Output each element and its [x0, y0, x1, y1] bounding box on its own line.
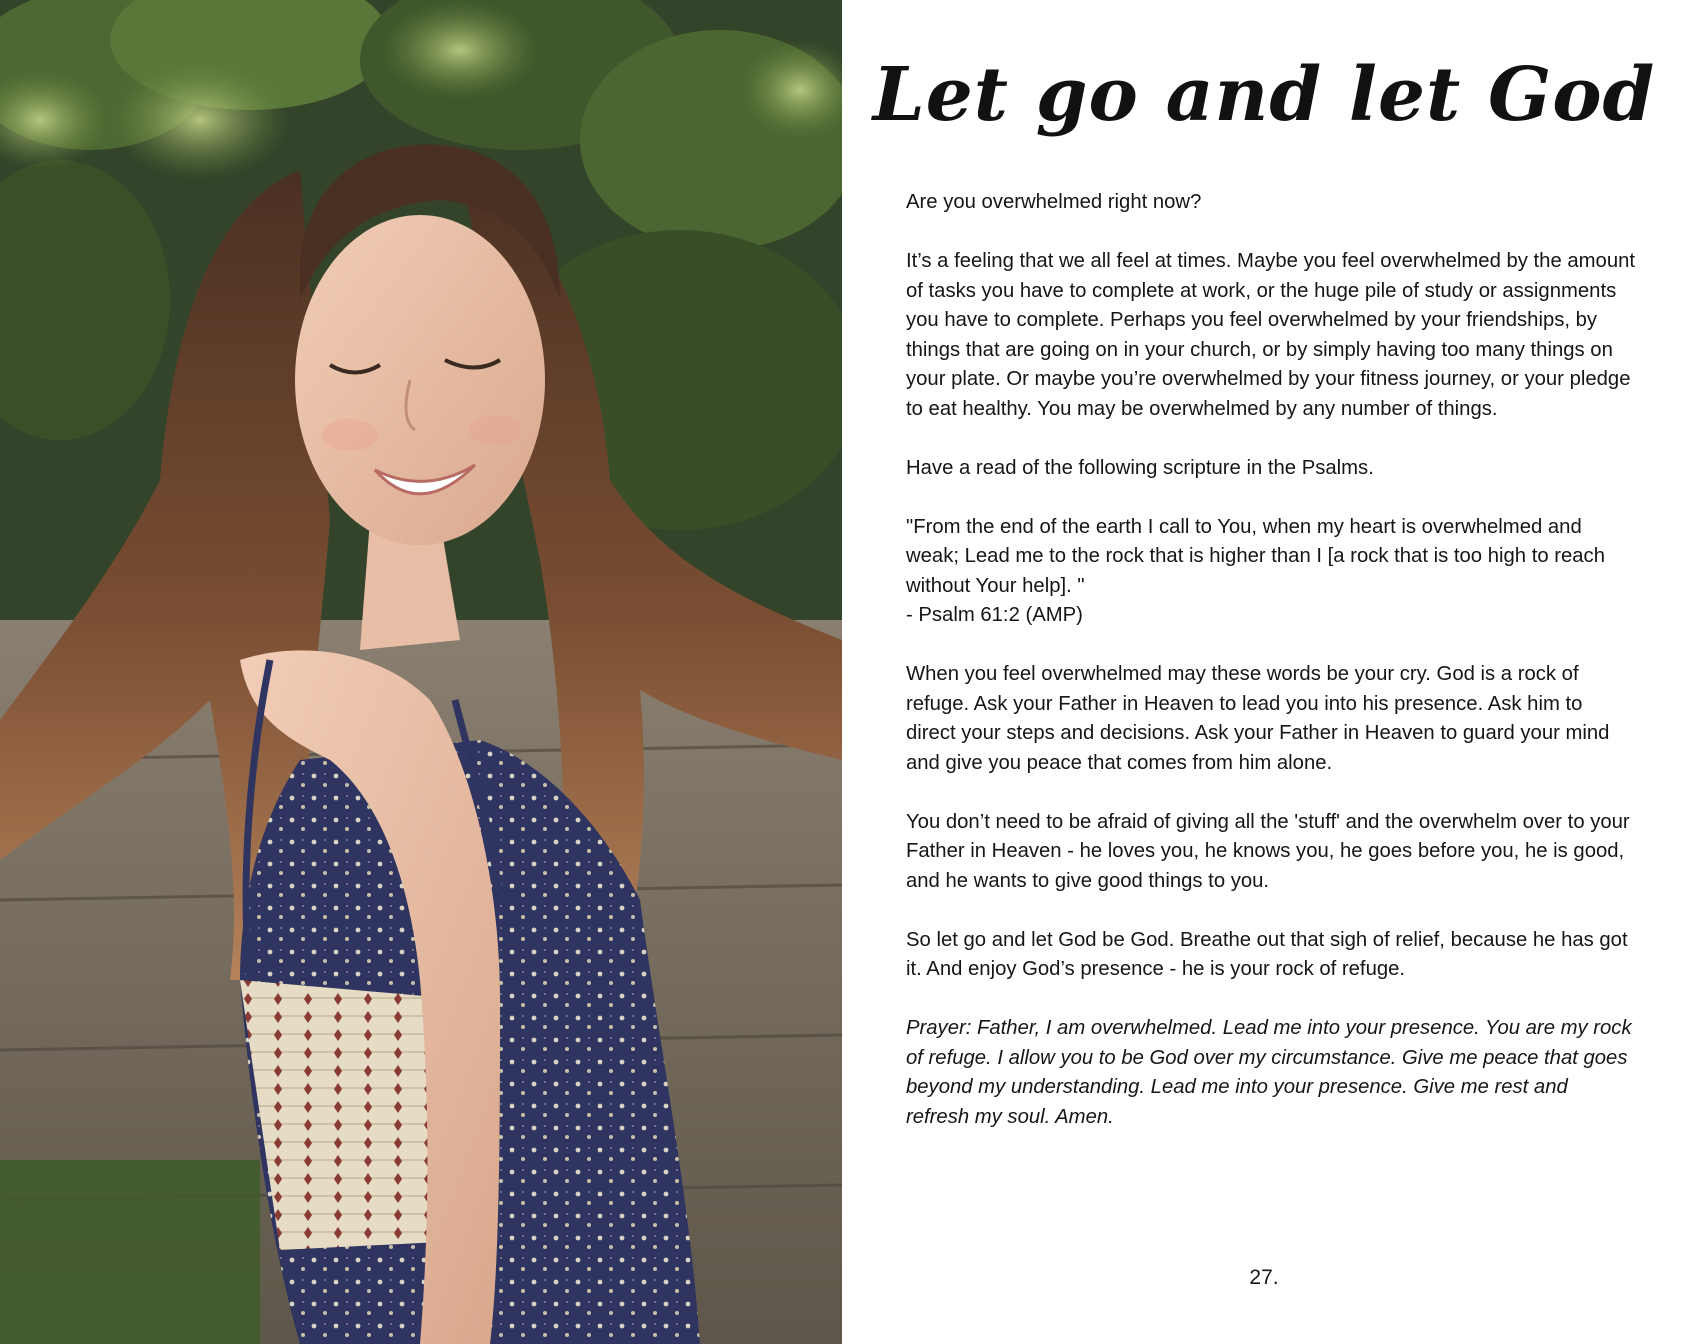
paragraph-scripture-intro: Have a read of the following scripture in the Psalms.: [906, 456, 1374, 479]
article-body: [906, 188, 1636, 1162]
text-page: [842, 0, 1686, 1344]
paragraph-afraid: You don’t need to be afraid of giving all the 'stuff' and the overwhelm over to your Father in Heaven - he loves you, he knows you, he goes before you, he is good, and he wants to give good things to you.: [906, 810, 1630, 892]
paragraph-feeling: It’s a feeling that we all feel at times. Maybe you feel overwhelmed by the amount of tasks you have to complete at work, or the huge pile of study or assignments you have to complete. Perhaps you feel overwhelmed by your friendships, by things that are going on in your church, or by simply having too many things on your plate. Or maybe you’re overwhelmed by your fitness journey, or your pledge to eat healthy. You may be overwhelmed by any number of things.: [906, 250, 1636, 420]
scripture-quote: [906, 513, 1636, 631]
page-title: Let go and let God: [872, 52, 1656, 138]
woman-photo: [0, 0, 842, 1344]
prayer-paragraph: Prayer: Father, I am overwhelmed. Lead me into your presence. You are my rock of refuge. I allow you to be God over my circumstance. Give me peace that goes beyond my understanding. Lead me into your presence. Give me rest and refresh my soul. Amen.: [906, 1017, 1632, 1128]
paragraph-cry: When you feel overwhelmed may these words be your cry. God is a rock of refuge. Ask your Father in Heaven to lead you into his presence. Ask him to direct your steps and decisions. Ask your Father in Heaven to guard your mind and give you peace that comes from him alone.: [906, 663, 1610, 774]
paragraph-intro: Are you overwhelmed right now?: [906, 191, 1202, 213]
photo-page: [0, 0, 842, 1344]
scripture-text: "From the end of the earth I call to You, when my heart is overwhelmed and weak; Lead me to the rock that is higher than I [a rock that is too high to reach without Your help]. ": [906, 515, 1605, 597]
paragraph-let-go: So let go and let God be God. Breathe out that sigh of relief, because he has got it. And enjoy God’s presence - he is your rock of refuge.: [906, 928, 1628, 980]
scripture-reference: - Psalm 61:2 (AMP): [906, 604, 1083, 626]
page-number: 27.: [1249, 1266, 1279, 1289]
